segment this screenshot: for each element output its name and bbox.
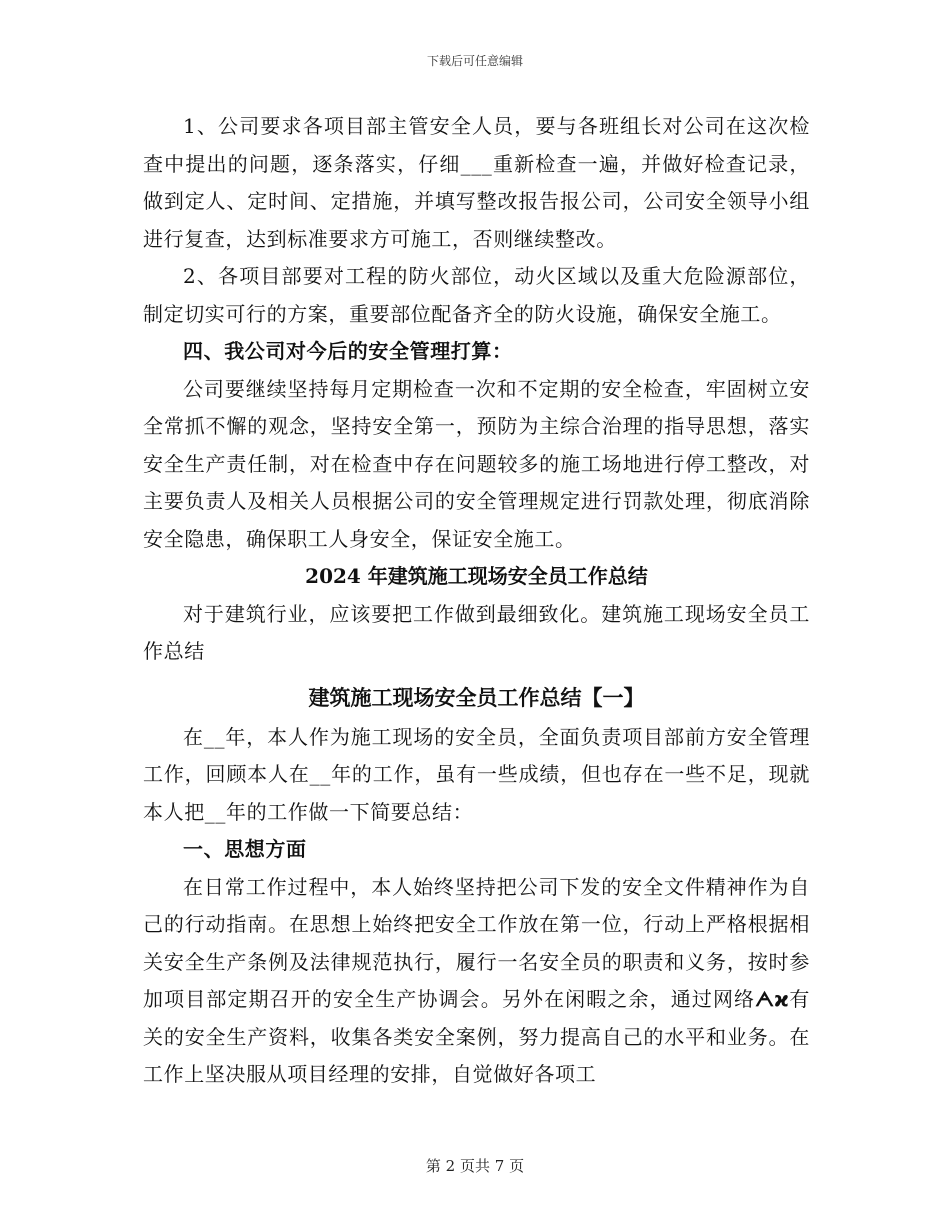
- document-body: [143, 108, 810, 1094]
- document-title: 2024 年建筑施工现场安全员工作总结: [305, 564, 648, 588]
- paragraph-thought: [143, 869, 810, 1094]
- paragraph-thought-part-a: 在日常工作过程中，本人始终坚持把公司下发的安全文件精神作为自己的行动指南。在思想上始终把安全工作放在第一位，行动上严格根据相关安全生产条例及法律规范执行，履行一名安全员的职责和义务，按时参加项目部定期召开的安全生产协调会。另外在闲暇之余，通过网络: [143, 874, 810, 1011]
- page-header: 下载后可任意编辑: [426, 54, 523, 68]
- paragraph-rectification: 1、公司要求各项目部主管安全人员，要与各班组长对公司在这次检查中提出的问题，逐条落实，仔细___重新检查一遍，并做好检查记录，做到定人、定时间、定措施，并填写整改报告报公司，公司安全领导小组进行复查，达到标准要求方可施工，否则继续整改。: [143, 114, 810, 251]
- garbled-glyph: ᗅϰ: [755, 987, 789, 1011]
- section-title-one: 建筑施工现场安全员工作总结【一】: [308, 684, 645, 710]
- paragraph-review: 在__年，本人作为施工现场的安全员，全面负责项目部前方安全管理工作，回顾本人在__年的工作，虽有一些成绩，但也存在一些不足，现就本人把__年的工作做一下简要总结：: [143, 724, 810, 824]
- paragraph-future-plans: 公司要继续坚持每月定期检查一次和不定期的安全检查，牢固树立安全常抓不懈的观念，坚持安全第一，预防为主综合治理的指导思想，落实安全生产责任制，对在检查中存在问题较多的施工场地进行停工整改，对主要负责人及相关人员根据公司的安全管理规定进行罚款处理，彻底消除安全隐患，确保职工人身安全，保证安全施工。: [143, 376, 810, 551]
- paragraph-fire-prevention: 2、各项目部要对工程的防火部位，动火区域以及重大危险源部位，制定切实可行的方案，重要部位配备齐全的防火设施，确保安全施工。: [143, 264, 810, 326]
- paragraph-intro: 对于建筑行业，应该要把工作做到最细致化。建筑施工现场安全员工作总结: [143, 601, 810, 663]
- page-footer: 第 2 页共 7 页: [425, 1157, 525, 1175]
- paragraph-thought-part-b: 有关的安全生产资料，收集各类安全案例，努力提高自己的水平和业务。在工作上坚决服从项目经理的安排，自觉做好各项工: [143, 987, 810, 1086]
- section-heading-thought: 一、思想方面: [183, 837, 307, 861]
- section-heading-future-plans: 四、我公司对今后的安全管理打算：: [183, 339, 513, 363]
